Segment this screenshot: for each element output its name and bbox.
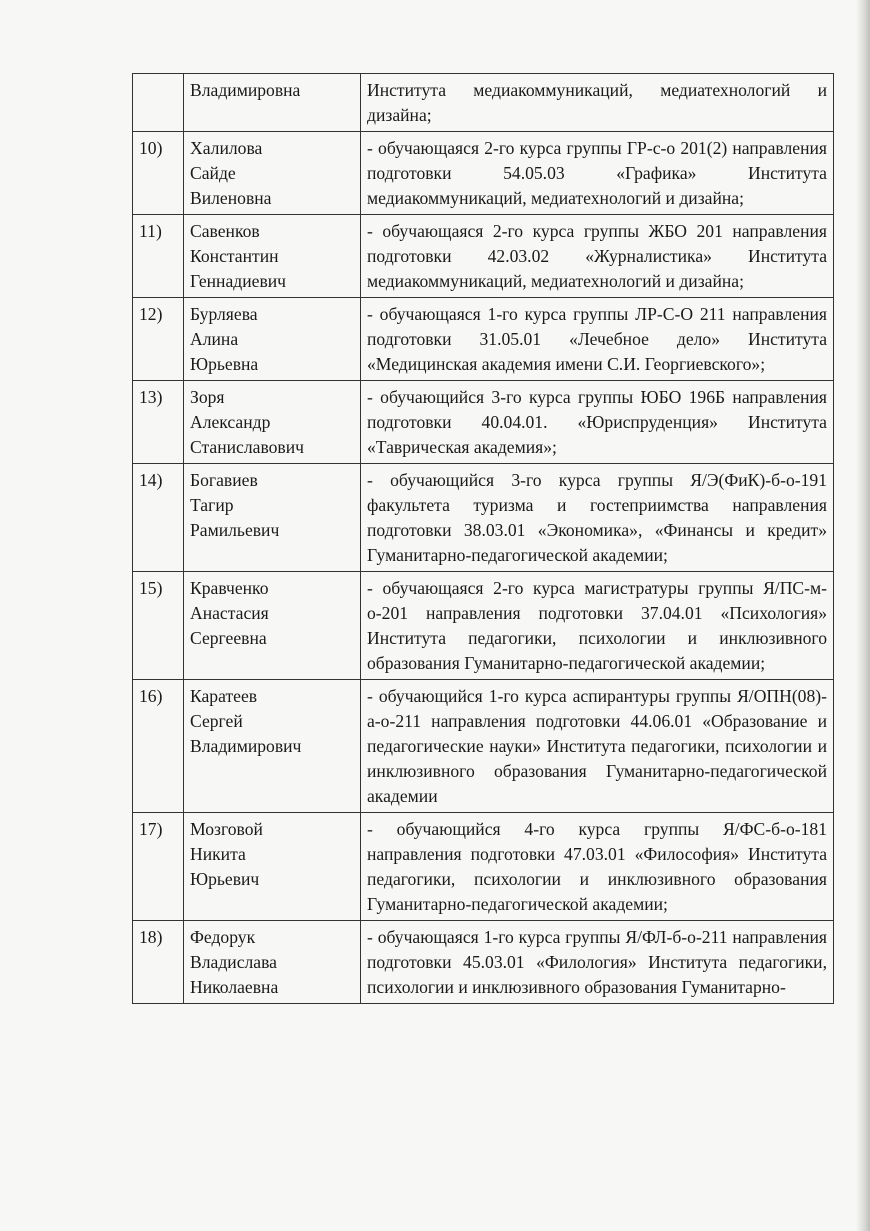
student-name (184, 813, 361, 921)
row-number: 12) (133, 298, 184, 381)
table-row (133, 215, 834, 298)
student-description: - обучающаяся 1-го курса группы Я/ФЛ-б-о-211 направления подготовки 45.03.01 «Филология» Института педагогики, психологии и инклюзивного образования Гуманитарно- (361, 921, 834, 1004)
student-name (184, 464, 361, 572)
student-name-part: Халилова (190, 138, 263, 158)
student-name (184, 298, 361, 381)
row-number: 18) (133, 921, 184, 1004)
student-name-part: Савенков (190, 221, 260, 241)
student-name-part: Сергей (190, 711, 243, 731)
table-row (133, 298, 834, 381)
student-name-part: Сергеевна (190, 628, 267, 648)
student-name-part: Бурляева (190, 304, 258, 324)
student-name (184, 381, 361, 464)
student-name-part: Константин (190, 246, 279, 266)
row-number: 16) (133, 680, 184, 813)
table-row (133, 381, 834, 464)
student-name-part: Николаевна (190, 977, 279, 997)
student-name-part: Богавиев (190, 470, 258, 490)
table-row (133, 680, 834, 813)
student-name (184, 132, 361, 215)
student-name-part: Сайде (190, 163, 236, 183)
page-edge-shadow (856, 0, 870, 1231)
student-description: - обучающийся 3-го курса группы ЮБО 196Б направления подготовки 40.04.01. «Юриспруденция» Института «Таврическая академия»; (361, 381, 834, 464)
row-number: 13) (133, 381, 184, 464)
student-name-part: Мозговой (190, 819, 263, 839)
student-name-part: Каратеев (190, 686, 258, 706)
row-number: 10) (133, 132, 184, 215)
table-row (133, 464, 834, 572)
student-name-part: Рамильевич (190, 520, 280, 540)
table-row (133, 921, 834, 1004)
student-name (184, 572, 361, 680)
student-name-part: Алина (190, 329, 239, 349)
student-name-part: Геннадиевич (190, 271, 287, 291)
students-table-body (133, 74, 834, 1004)
row-number: 14) (133, 464, 184, 572)
student-name-part: Анастасия (190, 603, 269, 623)
student-description: - обучающаяся 2-го курса магистратуры группы Я/ПС-м-о-201 направления подготовки 37.04.01 «Психология» Института педагогики, психологии и инклюзивного образования Гуманитарно-педагогической академии; (361, 572, 834, 680)
student-name-part: Зоря (190, 387, 225, 407)
student-description: - обучающаяся 2-го курса группы ЖБО 201 направления подготовки 42.03.02 «Журналистика» Института медиакоммуникаций, медиатехнологий и дизайна; (361, 215, 834, 298)
student-name-part: Станиславович (190, 437, 304, 457)
row-number: 17) (133, 813, 184, 921)
student-description: Института медиакоммуникаций, медиатехнологий и дизайна; (361, 74, 834, 132)
student-name-part: Федорук (190, 927, 256, 947)
student-name-part: Владимировна (190, 80, 301, 100)
student-name (184, 74, 361, 132)
student-name (184, 921, 361, 1004)
row-number (133, 74, 184, 132)
student-name (184, 215, 361, 298)
row-number: 15) (133, 572, 184, 680)
table-row (133, 74, 834, 132)
student-name-part: Кравченко (190, 578, 269, 598)
table-row (133, 813, 834, 921)
student-name-part: Никита (190, 844, 246, 864)
row-number: 11) (133, 215, 184, 298)
table-row (133, 132, 834, 215)
student-description: - обучающаяся 2-го курса группы ГР-с-о 201(2) направления подготовки 54.05.03 «Графика» Института медиакоммуникаций, медиатехнологий и дизайна; (361, 132, 834, 215)
student-description: - обучающийся 4-го курса группы Я/ФС-б-о-181 направления подготовки 47.03.01 «Философия» Института педагогики, психологии и инклюзивного образования Гуманитарно-педагогической академии; (361, 813, 834, 921)
student-name-part: Владислава (190, 952, 277, 972)
student-description: - обучающийся 3-го курса группы Я/Э(ФиК)-б-о-191 факультета туризма и гостеприимства направления подготовки 38.03.01 «Экономика», «Финансы и кредит» Гуманитарно-педагогической академии; (361, 464, 834, 572)
student-name-part: Тагир (190, 495, 234, 515)
student-name-part: Юрьевич (190, 869, 260, 889)
student-description: - обучающаяся 1-го курса группы ЛР-С-О 211 направления подготовки 31.05.01 «Лечебное дело» Института «Медицинская академия имени С.И. Георгиевского»; (361, 298, 834, 381)
student-name (184, 680, 361, 813)
table-row (133, 572, 834, 680)
student-name-part: Юрьевна (190, 354, 259, 374)
student-name-part: Виленовна (190, 188, 272, 208)
student-description: - обучающийся 1-го курса аспирантуры группы Я/ОПН(08)-а-о-211 направления подготовки 44.06.01 «Образование и педагогические науки» Института педагогики, психологии и инклюзивного образования Гуманитарно-педагогической академии (361, 680, 834, 813)
student-name-part: Владимирович (190, 736, 302, 756)
student-name-part: Александр (190, 412, 271, 432)
students-table (132, 73, 834, 1004)
